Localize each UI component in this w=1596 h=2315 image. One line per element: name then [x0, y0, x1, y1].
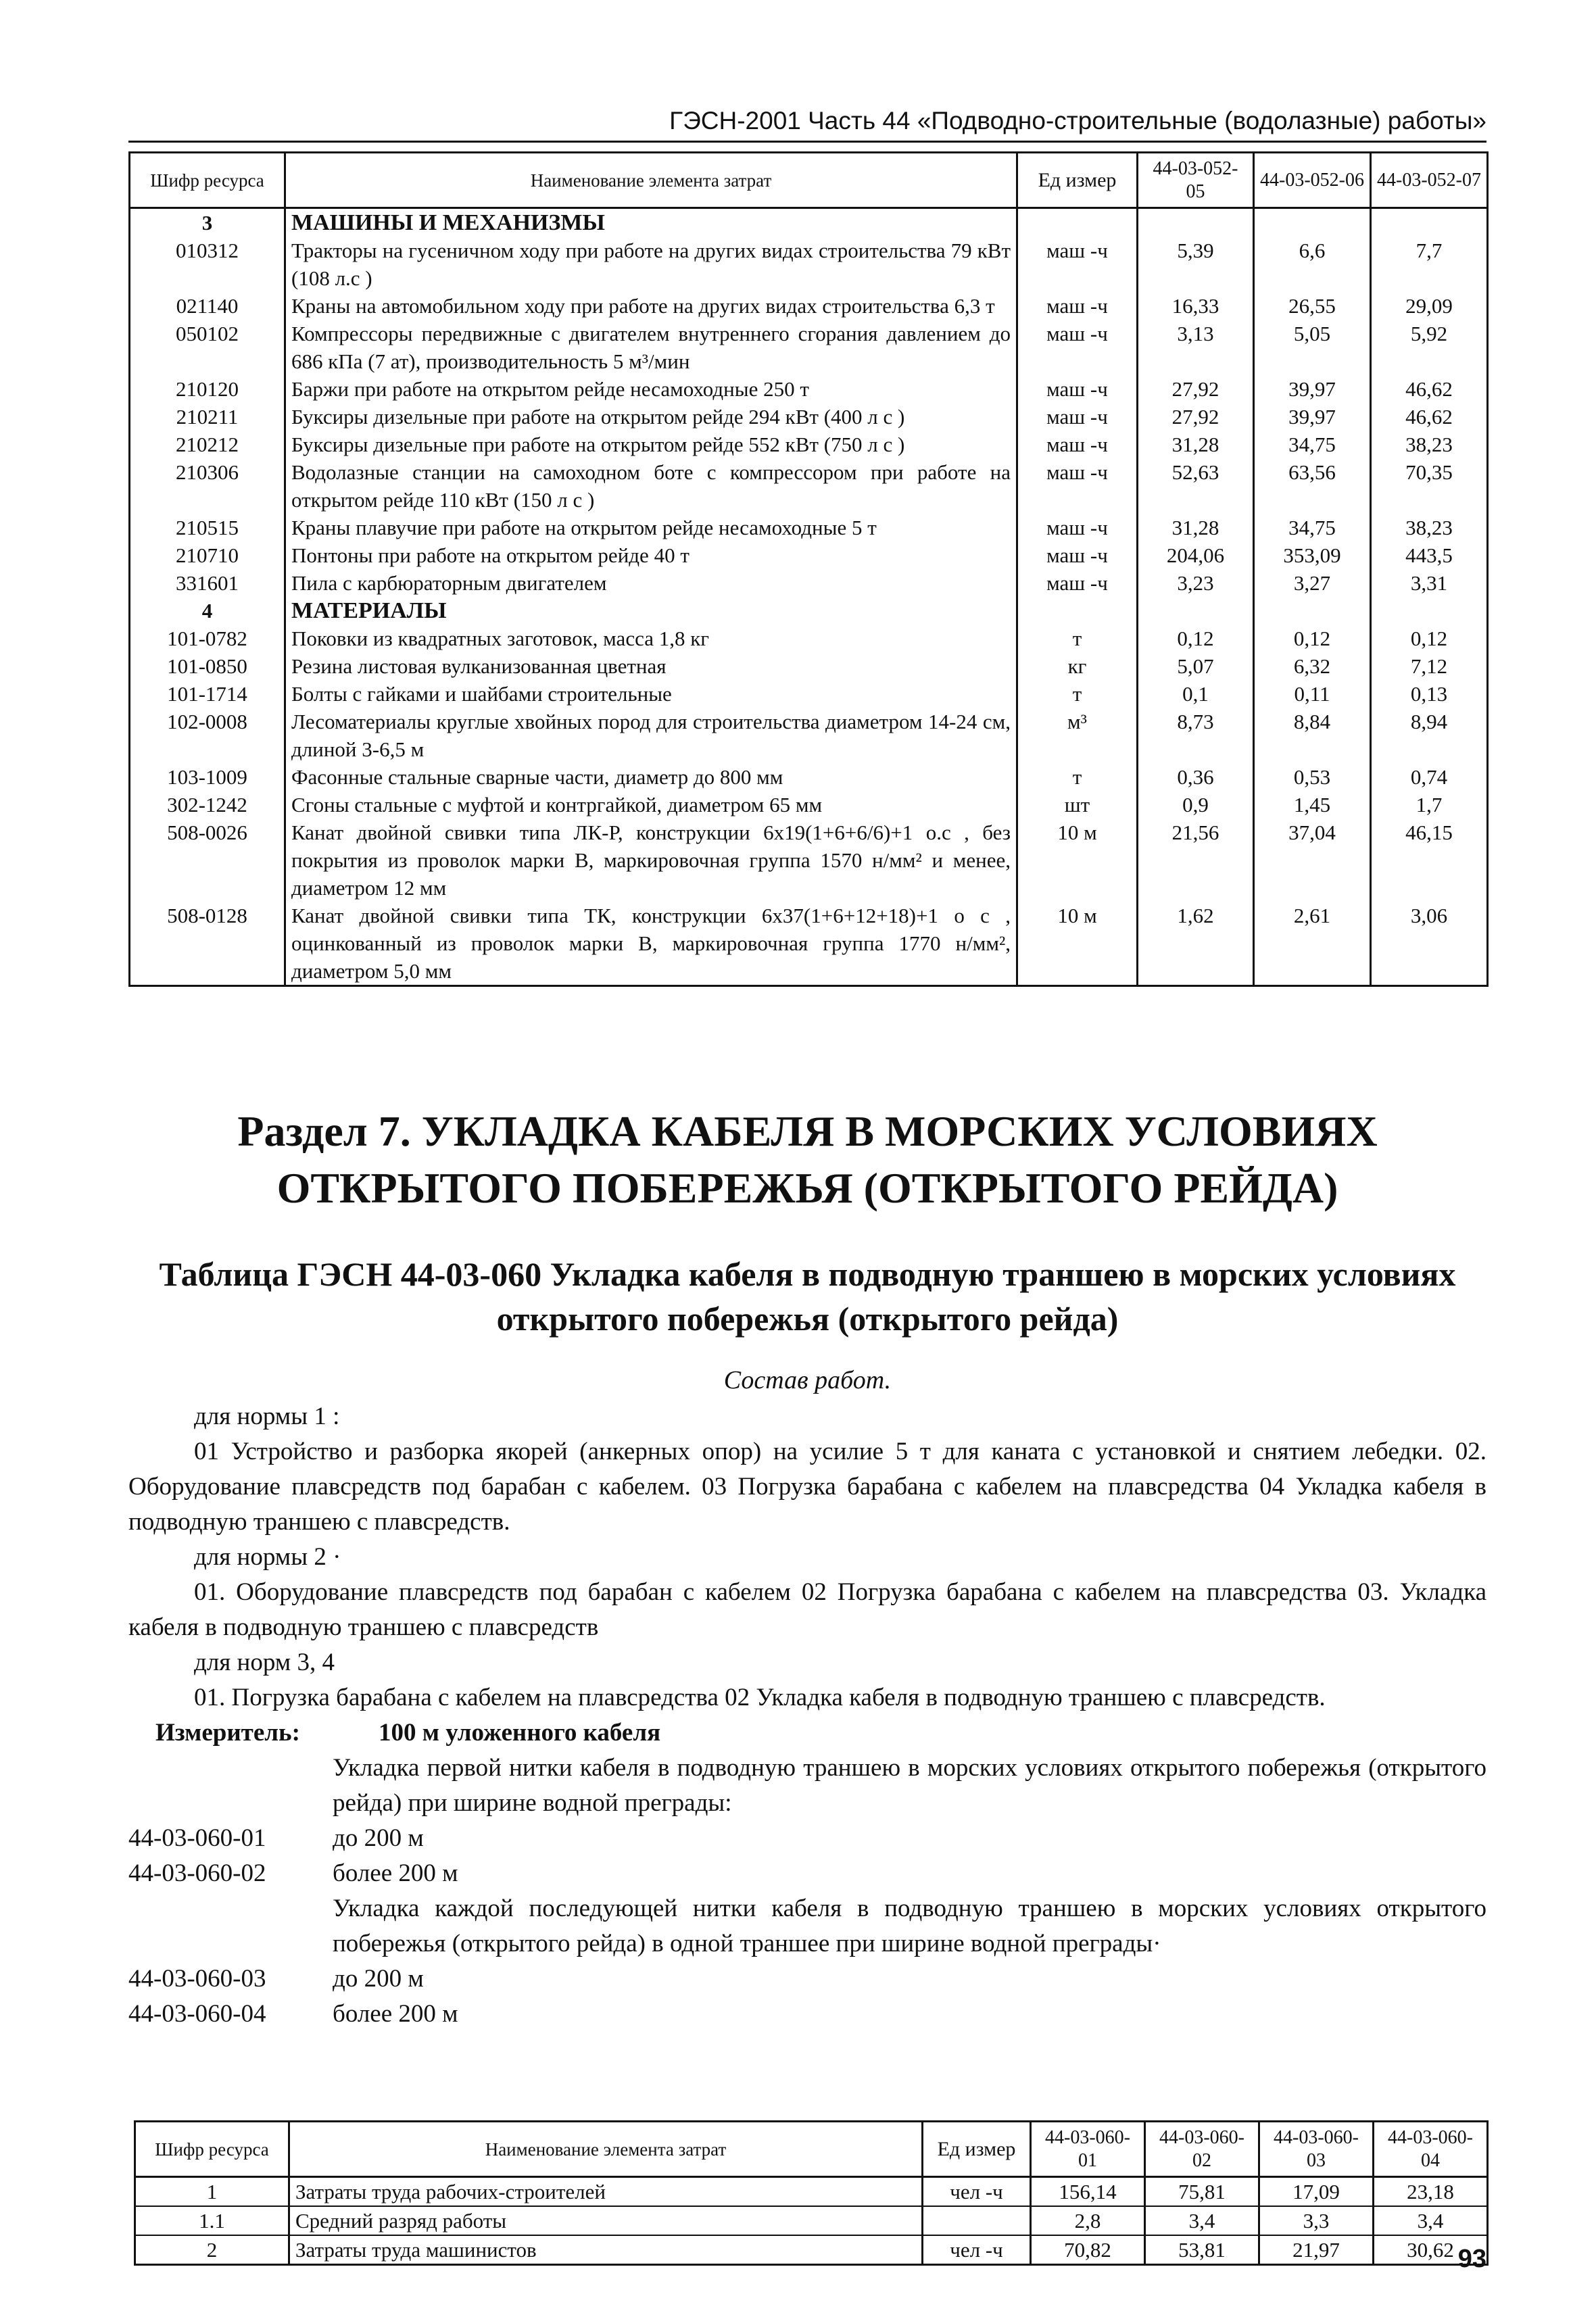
resource-table-052: [128, 151, 1489, 987]
unit: маш -ч: [1017, 237, 1138, 292]
table-row: [130, 819, 1488, 902]
resource-code: 021140: [130, 292, 285, 320]
unit: маш -ч: [1017, 569, 1138, 597]
meter: [128, 1715, 1486, 1751]
header-unit: Ед измер: [1017, 153, 1138, 208]
unit: т: [1017, 625, 1138, 652]
variant-row: [128, 1961, 1486, 1997]
value-col-1: 0,36: [1138, 763, 1254, 791]
variant-desc: до 200 м: [333, 1824, 424, 1852]
value-col-2: 39,97: [1254, 375, 1371, 403]
variant-desc: более 200 м: [333, 1859, 458, 1887]
header-col-3: 44-03-060-03: [1259, 2122, 1374, 2177]
resource-table-060: [134, 2120, 1489, 2266]
value-col-1: 31,28: [1138, 514, 1254, 541]
resource-name: МАТЕРИАЛЫ: [285, 597, 1017, 625]
value-col-3: 38,23: [1371, 431, 1488, 458]
value-col-2: 75,81: [1145, 2177, 1259, 2207]
variant-row: [128, 1821, 1486, 1856]
value-col-1: 27,92: [1138, 403, 1254, 431]
resource-name: Пила с карбюраторным двигателем: [285, 569, 1017, 597]
unit: шт: [1017, 791, 1138, 819]
value-col-1: 3,23: [1138, 569, 1254, 597]
unit: маш -ч: [1017, 375, 1138, 403]
meter-label: Измеритель:: [155, 1719, 300, 1747]
resource-name: МАШИНЫ И МЕХАНИЗМЫ: [285, 208, 1017, 237]
table-row: [135, 2206, 1488, 2235]
resource-code: 1: [135, 2177, 289, 2207]
value-col-1: 0,1: [1138, 680, 1254, 708]
resource-name: Баржи при работе на открытом рейде несамоходные 250 т: [285, 375, 1017, 403]
table-row: [130, 403, 1488, 431]
composition-block: [128, 1399, 1486, 2032]
table-row: [135, 2177, 1488, 2207]
header-col-4: 44-03-060-04: [1374, 2122, 1488, 2177]
resource-code: 210710: [130, 541, 285, 569]
value-col-3: 46,15: [1371, 819, 1488, 902]
resource-name: Средний разряд работы: [289, 2206, 923, 2235]
value-col-2: 353,09: [1254, 541, 1371, 569]
table-row: [130, 320, 1488, 375]
norm34-text: 01. Погрузка барабана с кабелем на плавсредства 02 Укладка кабеля в подводную траншею с плавсредств.: [194, 1684, 1326, 1711]
value-col-3: 0,74: [1371, 763, 1488, 791]
resource-code: 3: [130, 208, 285, 237]
value-col-2: [1254, 208, 1371, 237]
unit: маш -ч: [1017, 292, 1138, 320]
resource-code: 010312: [130, 237, 285, 292]
resource-code: 4: [130, 597, 285, 625]
value-col-2: 6,32: [1254, 652, 1371, 680]
value-col-3: 0,12: [1371, 625, 1488, 652]
value-col-3: 3,3: [1259, 2206, 1374, 2235]
value-col-1: 27,92: [1138, 375, 1254, 403]
resource-name: Компрессоры передвижные с двигателем внутреннего сгорания давлением до 686 кПа (7 ат), производительность 5 м³/мин: [285, 320, 1017, 375]
value-col-2: 34,75: [1254, 431, 1371, 458]
resource-code: 210211: [130, 403, 285, 431]
unit: т: [1017, 763, 1138, 791]
norm1-text: 01 Устройство и разборка якорей (анкерных опор) на усилие 5 т для каната с установкой и снятием лебедки. 02. Оборудование плавсредств под барабан с кабелем. 03 Погрузка барабана с кабелем на плавсредства 04 Укладка кабеля в подводную траншею с плавсредств.: [128, 1438, 1486, 1536]
section-row: [130, 597, 1488, 625]
norm1-label: для нормы 1 :: [194, 1403, 340, 1430]
value-col-2: 63,56: [1254, 458, 1371, 514]
resource-name: Буксиры дизельные при работе на открытом рейде 294 кВт (400 л с ): [285, 403, 1017, 431]
value-col-1: 0,9: [1138, 791, 1254, 819]
meter-value: 100 м уложенного кабеля: [379, 1719, 661, 1747]
value-col-3: 46,62: [1371, 375, 1488, 403]
resource-code: 331601: [130, 569, 285, 597]
variant-code: 44-03-060-03: [128, 1965, 266, 1993]
value-col-1: 70,82: [1031, 2235, 1145, 2265]
unit: маш -ч: [1017, 458, 1138, 514]
table-row: [130, 625, 1488, 652]
section-title: Раздел 7. УКЛАДКА КАБЕЛЯ В МОРСКИХ УСЛОВИЯХ ОТКРЫТОГО ПОБЕРЕЖЬЯ (ОТКРЫТОГО РЕЙДА): [237, 1107, 1378, 1212]
value-col-3: 3,31: [1371, 569, 1488, 597]
value-col-3: 5,92: [1371, 320, 1488, 375]
value-col-2: 0,12: [1254, 625, 1371, 652]
variant-group1-desc: Укладка первой нитки кабеля в подводную траншею в морских условиях открытого побережья (открытого рейда) при ширине водной преграды:: [333, 1754, 1486, 1817]
resource-name: Краны на автомобильном ходу при работе на других видах строительства 6,3 т: [285, 292, 1017, 320]
value-col-1: 16,33: [1138, 292, 1254, 320]
unit: маш -ч: [1017, 514, 1138, 541]
value-col-3: 8,94: [1371, 708, 1488, 763]
table-body: [130, 208, 1488, 986]
value-col-2: 5,05: [1254, 320, 1371, 375]
value-col-3: 443,5: [1371, 541, 1488, 569]
value-col-3: 3,06: [1371, 902, 1488, 986]
value-col-2: 3,4: [1145, 2206, 1259, 2235]
table-row: [130, 680, 1488, 708]
variant-row: [128, 1856, 1486, 1891]
header-code: Шифр ресурса: [135, 2122, 289, 2177]
value-col-3: 0,13: [1371, 680, 1488, 708]
table-row: [130, 458, 1488, 514]
value-col-2: 26,55: [1254, 292, 1371, 320]
resource-name: Тракторы на гусеничном ходу при работе на других видах строительства 79 кВт (108 л.с ): [285, 237, 1017, 292]
resource-name: Резина листовая вулканизованная цветная: [285, 652, 1017, 680]
resource-code: 302-1242: [130, 791, 285, 819]
table-title: Таблица ГЭСН 44-03-060 Укладка кабеля в подводную траншею в морских условиях открытого побережья (открытого рейда): [159, 1255, 1456, 1338]
table-row: [130, 431, 1488, 458]
variant-desc: до 200 м: [333, 1965, 424, 1993]
value-col-3: 7,7: [1371, 237, 1488, 292]
resource-name: Буксиры дизельные при работе на открытом рейде 552 кВт (750 л с ): [285, 431, 1017, 458]
unit: маш -ч: [1017, 431, 1138, 458]
resource-name: Понтоны при работе на открытом рейде 40 т: [285, 541, 1017, 569]
value-col-4: 3,4: [1374, 2206, 1488, 2235]
unit: чел -ч: [923, 2235, 1031, 2265]
resource-code: 210306: [130, 458, 285, 514]
unit: чел -ч: [923, 2177, 1031, 2207]
norm34-label: для норм 3, 4: [194, 1649, 335, 1676]
resource-code: 050102: [130, 320, 285, 375]
table-row: [130, 514, 1488, 541]
variant-code: 44-03-060-04: [128, 2000, 266, 2028]
resource-name: Сгоны стальные с муфтой и контргайкой, диаметром 65 мм: [285, 791, 1017, 819]
table-row: [130, 708, 1488, 763]
variant-code: 44-03-060-01: [128, 1824, 266, 1852]
value-col-1: 31,28: [1138, 431, 1254, 458]
value-col-1: [1138, 208, 1254, 237]
variant-group2-desc: Укладка каждой последующей нитки кабеля в подводную траншею в морских условиях открытого побережья (открытого рейда) в одной траншее при ширине водной преграды·: [333, 1895, 1486, 1957]
resource-name: Поковки из квадратных заготовок, масса 1,8 кг: [285, 625, 1017, 652]
resource-name: Краны плавучие при работе на открытом рейде несамоходные 5 т: [285, 514, 1017, 541]
value-col-3: 21,97: [1259, 2235, 1374, 2265]
resource-code: 101-0782: [130, 625, 285, 652]
running-header: ГЭСН-2001 Часть 44 «Подводно-строительные (водолазные) работы»: [128, 101, 1486, 143]
value-col-3: [1371, 597, 1488, 625]
section-row: [130, 208, 1488, 237]
resource-name: Болты с гайками и шайбами строительные: [285, 680, 1017, 708]
table-row: [130, 541, 1488, 569]
value-col-2: 0,53: [1254, 763, 1371, 791]
table-row: [130, 791, 1488, 819]
value-col-2: 3,27: [1254, 569, 1371, 597]
composition-title: Состав работ.: [723, 1366, 892, 1394]
norm2-label: для нормы 2 ·: [194, 1543, 341, 1571]
value-col-1: 156,14: [1031, 2177, 1145, 2207]
value-col-2: 0,11: [1254, 680, 1371, 708]
value-col-4: 30,62: [1374, 2235, 1488, 2265]
resource-code: 210212: [130, 431, 285, 458]
header-code: Шифр ресурса: [130, 153, 285, 208]
resource-code: 2: [135, 2235, 289, 2265]
value-col-1: 0,12: [1138, 625, 1254, 652]
unit: кг: [1017, 652, 1138, 680]
resource-code: 508-0026: [130, 819, 285, 902]
value-col-2: 2,61: [1254, 902, 1371, 986]
header-name: Наименование элемента затрат: [289, 2122, 923, 2177]
table-row: [130, 569, 1488, 597]
header-col-1: 44-03-060-01: [1031, 2122, 1145, 2177]
page-number: 93: [1457, 2245, 1486, 2273]
value-col-2: 6,6: [1254, 237, 1371, 292]
header-col-2: 44-03-052-06: [1254, 153, 1371, 208]
value-col-2: 34,75: [1254, 514, 1371, 541]
unit: 10 м: [1017, 902, 1138, 986]
unit: [1017, 208, 1138, 237]
value-col-3: 17,09: [1259, 2177, 1374, 2207]
value-col-2: 1,45: [1254, 791, 1371, 819]
table-row: [130, 237, 1488, 292]
value-col-1: 21,56: [1138, 819, 1254, 902]
unit: т: [1017, 680, 1138, 708]
resource-name: Фасонные стальные сварные части, диаметр до 800 мм: [285, 763, 1017, 791]
value-col-2: 53,81: [1145, 2235, 1259, 2265]
value-col-3: 38,23: [1371, 514, 1488, 541]
unit: 10 м: [1017, 819, 1138, 902]
resource-name: Водолазные станции на самоходном боте с компрессором при работе на открытом рейде 110 кВт (150 л с ): [285, 458, 1017, 514]
value-col-3: 7,12: [1371, 652, 1488, 680]
header-name: Наименование элемента затрат: [285, 153, 1017, 208]
value-col-1: 52,63: [1138, 458, 1254, 514]
resource-code: 101-0850: [130, 652, 285, 680]
header-col-1: 44-03-052-05: [1138, 153, 1254, 208]
resource-name: Затраты труда рабочих-строителей: [289, 2177, 923, 2207]
variant-desc: более 200 м: [333, 2000, 458, 2028]
table-row: [130, 292, 1488, 320]
unit: м³: [1017, 708, 1138, 763]
resource-code: 210515: [130, 514, 285, 541]
unit: [1017, 597, 1138, 625]
resource-name: Лесоматериалы круглые хвойных пород для строительства диаметром 14-24 см, длиной 3-6,5 м: [285, 708, 1017, 763]
value-col-2: [1254, 597, 1371, 625]
value-col-3: 29,09: [1371, 292, 1488, 320]
value-col-2: 37,04: [1254, 819, 1371, 902]
value-col-3: 70,35: [1371, 458, 1488, 514]
value-col-3: 46,62: [1371, 403, 1488, 431]
value-col-4: 23,18: [1374, 2177, 1488, 2207]
table-row: [130, 375, 1488, 403]
table-row: [135, 2235, 1488, 2265]
resource-name: Канат двойной свивки типа ЛК-Р, конструкции 6х19(1+6+6/6)+1 о.с , без покрытия из проволок марки В, маркировочная группа 1570 н/мм² и менее, диаметром 12 мм: [285, 819, 1017, 902]
value-col-2: 8,84: [1254, 708, 1371, 763]
table-row: [130, 763, 1488, 791]
unit: маш -ч: [1017, 541, 1138, 569]
header-unit: Ед измер: [923, 2122, 1031, 2177]
variant-row: [128, 1997, 1486, 2032]
unit: [923, 2206, 1031, 2235]
value-col-3: 1,7: [1371, 791, 1488, 819]
variant-code: 44-03-060-02: [128, 1859, 266, 1887]
value-col-1: 204,06: [1138, 541, 1254, 569]
unit: маш -ч: [1017, 403, 1138, 431]
header-col-2: 44-03-060-02: [1145, 2122, 1259, 2177]
value-col-1: 3,13: [1138, 320, 1254, 375]
resource-code: 101-1714: [130, 680, 285, 708]
resource-name: Затраты труда машинистов: [289, 2235, 923, 2265]
value-col-1: 8,73: [1138, 708, 1254, 763]
header-col-3: 44-03-052-07: [1371, 153, 1488, 208]
value-col-1: 5,39: [1138, 237, 1254, 292]
value-col-1: 1,62: [1138, 902, 1254, 986]
resource-code: 103-1009: [130, 763, 285, 791]
resource-code: 102-0008: [130, 708, 285, 763]
norm2-text: 01. Оборудование плавсредств под барабан с кабелем 02 Погрузка барабана с кабелем на плавсредства 03. Укладка кабеля в подводную траншею с плавсредств: [128, 1578, 1486, 1641]
table-row: [130, 652, 1488, 680]
value-col-1: 5,07: [1138, 652, 1254, 680]
unit: маш -ч: [1017, 320, 1138, 375]
value-col-1: [1138, 597, 1254, 625]
value-col-2: 39,97: [1254, 403, 1371, 431]
resource-code: 210120: [130, 375, 285, 403]
value-col-3: [1371, 208, 1488, 237]
value-col-1: 2,8: [1031, 2206, 1145, 2235]
table-row: [130, 902, 1488, 986]
resource-code: 1.1: [135, 2206, 289, 2235]
table-body: [135, 2177, 1488, 2265]
resource-name: Канат двойной свивки типа ТК, конструкции 6х37(1+6+12+18)+1 о с , оцинкованный из проволок марки В, маркировочная группа 1770 н/мм², диаметром 5,0 мм: [285, 902, 1017, 986]
resource-code: 508-0128: [130, 902, 285, 986]
